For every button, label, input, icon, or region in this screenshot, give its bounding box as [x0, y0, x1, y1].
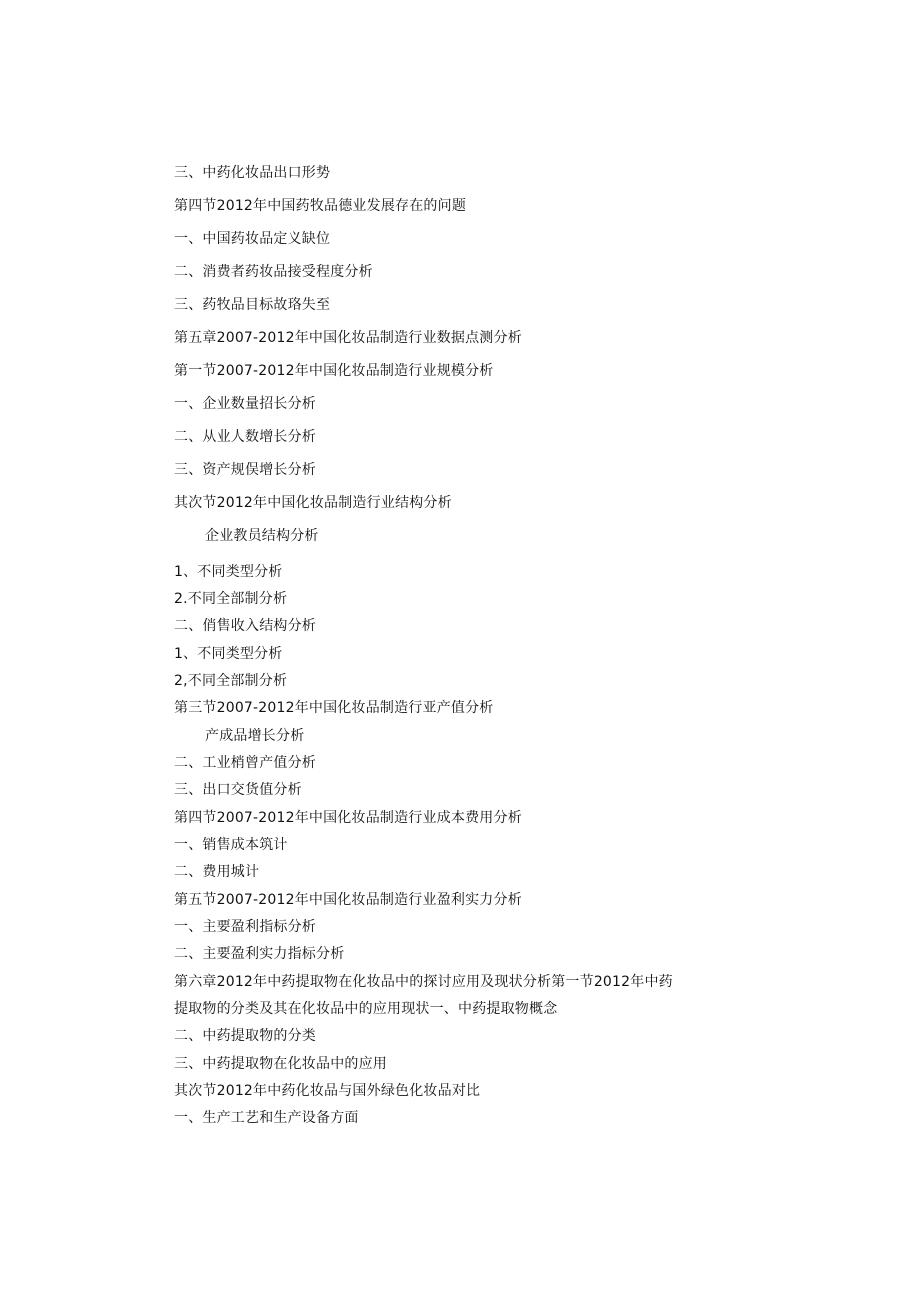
- toc-line: 1、不同类型分析: [174, 646, 283, 662]
- toc-line: 产成品增长分析: [205, 728, 305, 744]
- toc-line: 一、中国药妆品定义缺位: [174, 231, 331, 247]
- chapter-heading: 第六章2012年中药提取物在化妆品中的探讨应用及现状分析第一节2012年中药: [174, 974, 673, 990]
- section-heading: 其次节2012年中国化妆品制造行业结构分析: [174, 495, 452, 511]
- toc-line: 二、从业人数增长分析: [174, 429, 316, 445]
- toc-line: 1、不同类型分析: [174, 564, 283, 580]
- section-heading: 其次节2012年中药化妆品与国外绿色化妆品对比: [174, 1083, 481, 1099]
- toc-line: 一、企业数量招长分析: [174, 396, 316, 412]
- toc-line: 企业教员结构分析: [205, 528, 319, 544]
- section-heading: 第五节2007-2012年中国化妆品制造行业盈利实力分析: [174, 892, 522, 908]
- toc-line: 三、药牧品目标故珞失至: [174, 297, 331, 313]
- toc-line: 三、出口交货值分析: [174, 782, 302, 798]
- toc-line: 二、俏售收入结构分析: [174, 618, 316, 634]
- toc-line: 一、生产工艺和生产设备方面: [174, 1110, 359, 1126]
- section-heading: 第三节2007-2012年中国化妆品制造行亚产值分析: [174, 700, 494, 716]
- toc-line: 三、中药提取物在化妆品中的应用: [174, 1056, 387, 1072]
- toc-line: 一、主要盈利指标分析: [174, 919, 316, 935]
- toc-line: 二、费用城计: [174, 864, 260, 880]
- toc-line: 2.不同全部制分析: [174, 591, 288, 607]
- toc-line: 二、工业梢曾产值分析: [174, 755, 316, 771]
- section-heading: 第四节2007-2012年中国化妆品制造行业成本费用分析: [174, 810, 522, 826]
- section-heading: 第一节2007-2012年中国化妆品制造行业规模分析: [174, 363, 494, 379]
- section-heading: 第四节2012年中国药牧品德业发展存在的问题: [174, 198, 467, 214]
- toc-line: 一、销售成本筑计: [174, 837, 288, 853]
- toc-line: 2,不同全部制分析: [174, 673, 288, 689]
- chapter-heading: 第五章2007-2012年中国化妆品制造行业数据点测分析: [174, 330, 522, 346]
- toc-line: 二、消费者药妆品接受程度分析: [174, 264, 373, 280]
- toc-line: 三、资产规俣增长分析: [174, 462, 316, 478]
- toc-line: 提取物的分类及其在化妆品中的应用现状一、中药提取物概念: [174, 1001, 558, 1017]
- toc-line: 二、主要盈利实力指标分析: [174, 946, 345, 962]
- toc-line: 三、中药化妆品出口形势: [174, 165, 331, 181]
- toc-line: 二、中药提取物的分类: [174, 1028, 316, 1044]
